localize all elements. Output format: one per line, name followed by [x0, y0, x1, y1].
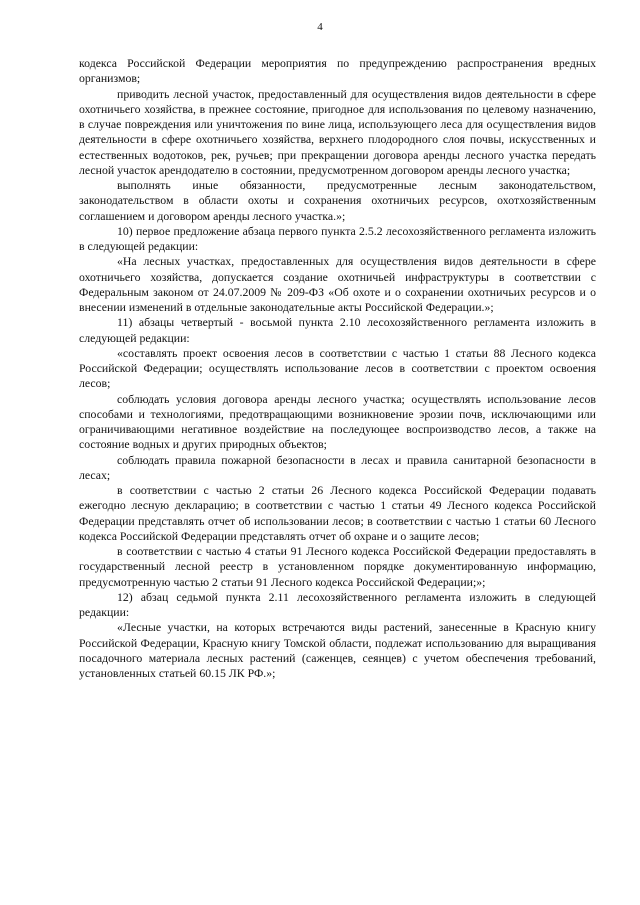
document-body — [79, 56, 596, 681]
paragraph: «составлять проект освоения лесов в соответствии с частью 1 статьи 88 Лесного кодекса Российской Федерации; осуществлять использование лесов в соответствии с проектом освоения лесов; — [79, 345, 596, 391]
paragraph: «На лесных участках, предоставленных для осуществления видов деятельности в сфере охотничьего хозяйства, допускается создание охотничьей инфраструктуры в соответствии с Федеральным законом от 24.07.2009 № 209-ФЗ «Об охоте и о сохранении охотничьих ресурсов и о внесении изменений в отдельные законодательные акты Российской Федерации.»; — [79, 254, 596, 314]
paragraph: соблюдать условия договора аренды лесного участка; осуществлять использование лесов способами и технологиями, предотвращающими возникновение эрозии почв, исключающими или ограничивающими негативное воздействие на последующее воспроизводство лесов, а также на состояние водных и других природных объектов; — [79, 391, 596, 452]
paragraph: кодекса Российской Федерации мероприятия по предупреждению распространения вредных организмов; — [79, 56, 596, 86]
paragraph: 10) первое предложение абзаца первого пункта 2.5.2 лесохозяйственного регламента изложить в следующей редакции: — [79, 223, 596, 253]
page-number: 4 — [317, 21, 323, 33]
paragraph: соблюдать правила пожарной безопасности в лесах и правила санитарной безопасности в лесах; — [79, 452, 596, 482]
paragraph: 12) абзац седьмой пункта 2.11 лесохозяйственного регламента изложить в следующей редакции: — [79, 589, 596, 619]
paragraph: выполнять иные обязанности, предусмотренные лесным законодательством, законодательством в области охоты и сохранения охотничьих ресурсов, охотхозяйственным соглашением и договором аренды лесного участка.»; — [79, 178, 596, 223]
paragraph: в соответствии с частью 4 статьи 91 Лесного кодекса Российской Федерации предоставлять в государственный лесной реестр в установленном порядке документированную информацию, предусмотренную частью 2 статьи 91 Лесного кодекса Российской Федерации;»; — [79, 544, 596, 589]
paragraph: 11) абзацы четвертый - восьмой пункта 2.10 лесохозяйственного регламента изложить в следующей редакции: — [79, 315, 596, 345]
paragraph: в соответствии с частью 2 статьи 26 Лесного кодекса Российской Федерации подавать ежегодно лесную декларацию; в соответствии с частью 1 статьи 49 Лесного кодекса Российской Федерации представлять отчет об использовании лесов; в соответствии с частью 1 статьи 60 Лесного кодекса Российской Федерации представлять отчет об охране и о защите лесов; — [79, 483, 596, 543]
paragraph: «Лесные участки, на которых встречаются виды растений, занесенные в Красную книгу Российской Федерации, Красную книгу Томской области, подлежат использованию для выращивания посадочного материала лесных растений (саженцев, сеянцев) с учетом обеспечения требований, установленных статьей 60.15 ЛК РФ.»; — [79, 620, 596, 680]
paragraph: приводить лесной участок, предоставленный для осуществления видов деятельности в сфере охотничьего хозяйства, в прежнее состояние, пригодное для использования по целевому назначению, в случае повреждения или уничтожения по вине лица, использующего леса для осуществления видов деятельности в сфере охотничьего хозяйства, верхнего плодородного слоя почвы, искусственных и естественных водотоков, рек, ручьев; при прекращении договора аренды лесного участка передать лесной участок арендодателю в состоянии, предусмотренном договором аренды лесного участка; — [79, 86, 596, 177]
